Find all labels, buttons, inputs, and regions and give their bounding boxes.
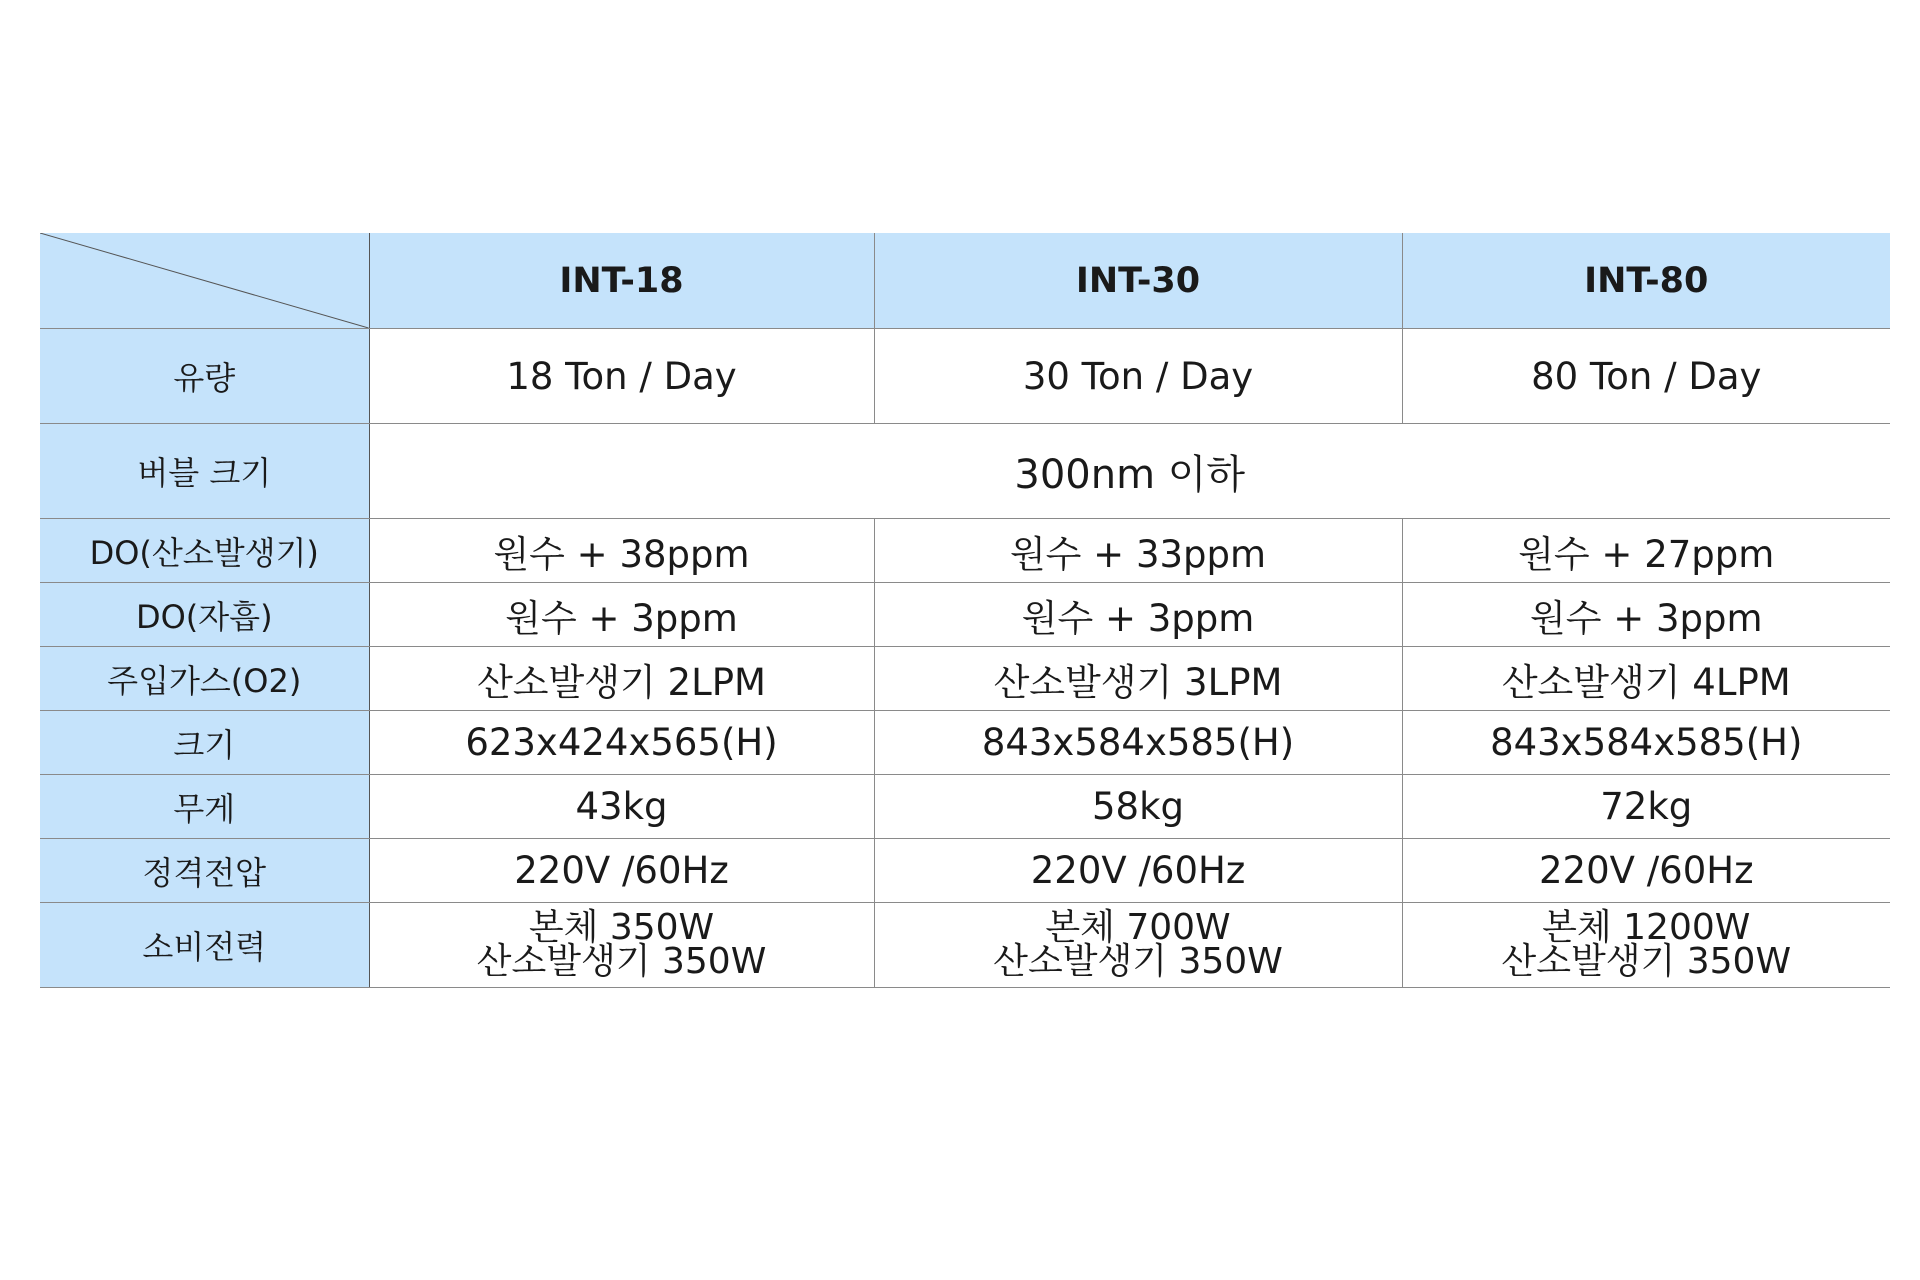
cell-do-self-int-80: 원수 + 3ppm [1402,583,1890,647]
cell-size-int-30: 843x584x585(H) [874,711,1402,775]
cell-flow-int-18: 18 Ton / Day [369,329,874,424]
row-label-flow: 유량 [40,329,369,424]
row-label-do-oxygen: DO(산소발생기) [40,519,369,583]
table-row-size [40,711,1890,775]
table-row-weight [40,775,1890,839]
cell-voltage-int-30: 220V /60Hz [874,839,1402,903]
table-row-voltage [40,839,1890,903]
row-label-size: 크기 [40,711,369,775]
cell-flow-int-30: 30 Ton / Day [874,329,1402,424]
column-header-int-80: INT-80 [1402,233,1890,329]
column-header-int-30: INT-30 [874,233,1402,329]
power-main-int-80: 본체 1200W [1542,907,1751,948]
corner-cell [40,233,369,329]
table-row-bubble [40,424,1890,519]
cell-flow-int-80: 80 Ton / Day [1402,329,1890,424]
cell-do-self-int-30: 원수 + 3ppm [874,583,1402,647]
header-row [40,233,1890,329]
row-label-gas: 주입가스(O2) [40,647,369,711]
power-oxygen-int-30: 산소발생기 350W [993,941,1283,982]
table-row-do-oxygen [40,519,1890,583]
table-row-power [40,903,1890,988]
cell-weight-int-80: 72kg [1402,775,1890,839]
power-main-int-30: 본체 700W [1045,907,1231,948]
row-label-power: 소비전력 [40,903,369,988]
cell-power-int-80 [1402,903,1890,988]
cell-size-int-18: 623x424x565(H) [369,711,874,775]
cell-gas-int-30: 산소발생기 3LPM [874,647,1402,711]
cell-power-int-18 [369,903,874,988]
row-label-bubble: 버블 크기 [40,424,369,519]
row-label-weight: 무게 [40,775,369,839]
cell-do-self-int-18: 원수 + 3ppm [369,583,874,647]
power-main-int-18: 본체 350W [528,907,715,948]
cell-size-int-80: 843x584x585(H) [1402,711,1890,775]
diagonal-line [40,233,369,328]
row-label-voltage: 정격전압 [40,839,369,903]
table-row-flow [40,329,1890,424]
cell-do-oxygen-int-80: 원수 + 27ppm [1402,519,1890,583]
cell-gas-int-18: 산소발생기 2LPM [369,647,874,711]
cell-voltage-int-18: 220V /60Hz [369,839,874,903]
cell-power-int-30 [874,903,1402,988]
cell-bubble-size: 300nm 이하 [369,424,1890,519]
cell-voltage-int-80: 220V /60Hz [1402,839,1890,903]
row-label-do-self: DO(자흡) [40,583,369,647]
table-row-do-self [40,583,1890,647]
cell-weight-int-18: 43kg [369,775,874,839]
table-row-gas [40,647,1890,711]
column-header-int-18: INT-18 [369,233,874,329]
spec-table [40,233,1890,988]
cell-gas-int-80: 산소발생기 4LPM [1402,647,1890,711]
cell-do-oxygen-int-30: 원수 + 33ppm [874,519,1402,583]
power-oxygen-int-80: 산소발생기 350W [1501,941,1792,982]
cell-do-oxygen-int-18: 원수 + 38ppm [369,519,874,583]
cell-weight-int-30: 58kg [874,775,1402,839]
power-oxygen-int-18: 산소발생기 350W [476,941,767,982]
